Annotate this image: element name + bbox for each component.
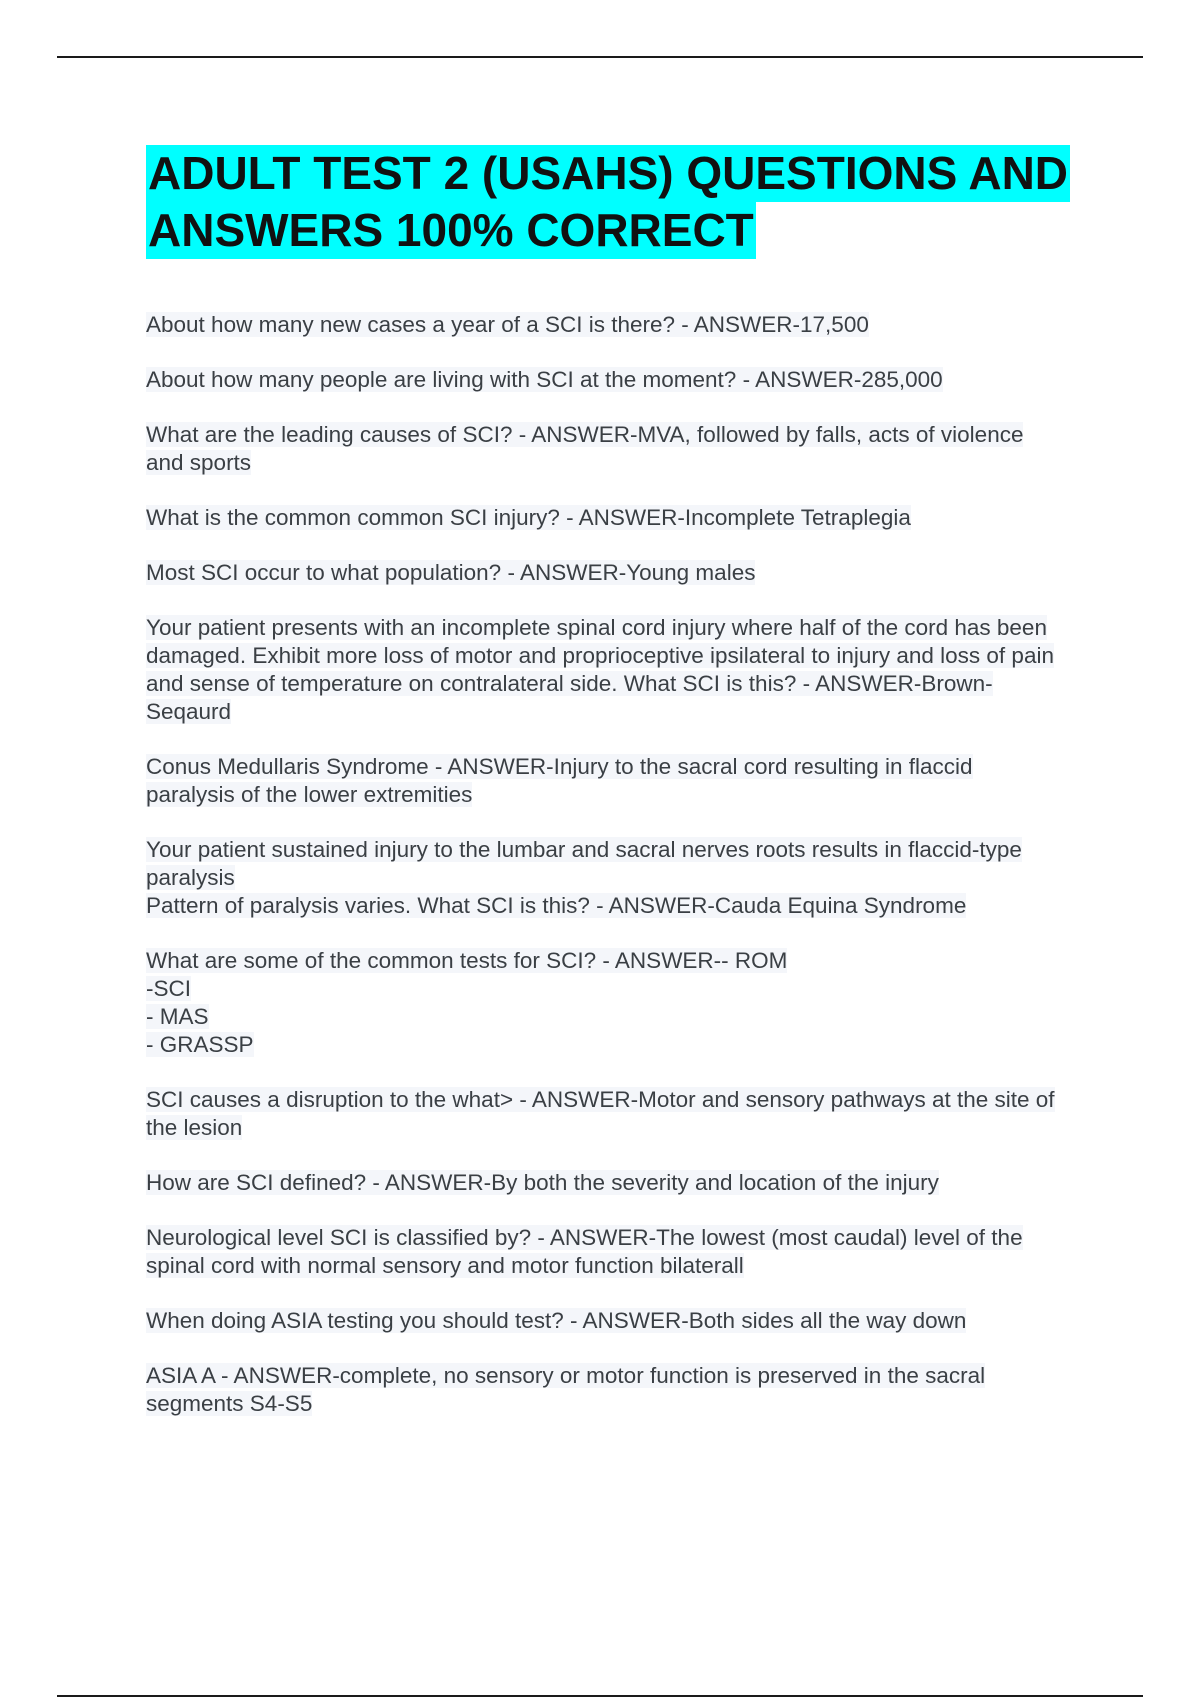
qa-item bbox=[146, 504, 1066, 532]
page-title-text: ADULT TEST 2 (USAHS) QUESTIONS AND ANSWERS 100% CORRECT bbox=[146, 145, 1070, 259]
qa-item bbox=[146, 1169, 1066, 1197]
qa-item-text: SCI causes a disruption to the what> - ANSWER-Motor and sensory pathways at the site of the lesion bbox=[146, 1087, 1055, 1140]
qa-item-text: What is the common common SCI injury? - ANSWER-Incomplete Tetraplegia bbox=[146, 505, 911, 530]
qa-item bbox=[146, 836, 1066, 920]
qa-item bbox=[146, 366, 1066, 394]
qa-item-text: What are some of the common tests for SCI? - ANSWER-- ROM -SCI - MAS - GRASSP bbox=[146, 948, 788, 1057]
qa-item bbox=[146, 1224, 1066, 1280]
top-rule bbox=[57, 56, 1143, 58]
qa-item bbox=[146, 614, 1066, 726]
qa-item-text: How are SCI defined? - ANSWER-By both the severity and location of the injury bbox=[146, 1170, 939, 1195]
qa-item-text: Neurological level SCI is classified by? - ANSWER-The lowest (most caudal) level of the spinal cord with normal sensory and motor function bilaterall bbox=[146, 1225, 1023, 1278]
qa-list bbox=[146, 311, 1066, 1445]
qa-item bbox=[146, 753, 1066, 809]
qa-item bbox=[146, 1086, 1066, 1142]
qa-item bbox=[146, 421, 1066, 477]
qa-item-text: Most SCI occur to what population? - ANSWER-Young males bbox=[146, 560, 756, 585]
qa-item-text: About how many new cases a year of a SCI is there? - ANSWER-17,500 bbox=[146, 312, 869, 337]
qa-item-text: Your patient sustained injury to the lumbar and sacral nerves roots results in flaccid-type paralysis Pattern of paralysis varies. What SCI is this? - ANSWER-Cauda Equina Syndrome bbox=[146, 837, 1022, 918]
qa-item bbox=[146, 947, 1066, 1059]
qa-item-text: About how many people are living with SCI at the moment? - ANSWER-285,000 bbox=[146, 367, 943, 392]
qa-item bbox=[146, 559, 1066, 587]
qa-item-text: Your patient presents with an incomplete spinal cord injury where half of the cord has been damaged. Exhibit more loss of motor and proprioceptive ipsilateral to injury and loss of pain and sense of temperature on contralateral side. What SCI is this? - ANSWER-Brown-Seqaurd bbox=[146, 615, 1054, 724]
qa-item bbox=[146, 1362, 1066, 1418]
page-title bbox=[146, 145, 1106, 259]
qa-item-text: What are the leading causes of SCI? - ANSWER-MVA, followed by falls, acts of violence and sports bbox=[146, 422, 1024, 475]
qa-item-text: ASIA A - ANSWER-complete, no sensory or motor function is preserved in the sacral segments S4-S5 bbox=[146, 1363, 986, 1416]
qa-item bbox=[146, 1307, 1066, 1335]
qa-item-text: Conus Medullaris Syndrome - ANSWER-Injury to the sacral cord resulting in flaccid paralysis of the lower extremities bbox=[146, 754, 973, 807]
bottom-rule bbox=[57, 1695, 1143, 1697]
qa-item bbox=[146, 311, 1066, 339]
qa-item-text: When doing ASIA testing you should test? - ANSWER-Both sides all the way down bbox=[146, 1308, 967, 1333]
